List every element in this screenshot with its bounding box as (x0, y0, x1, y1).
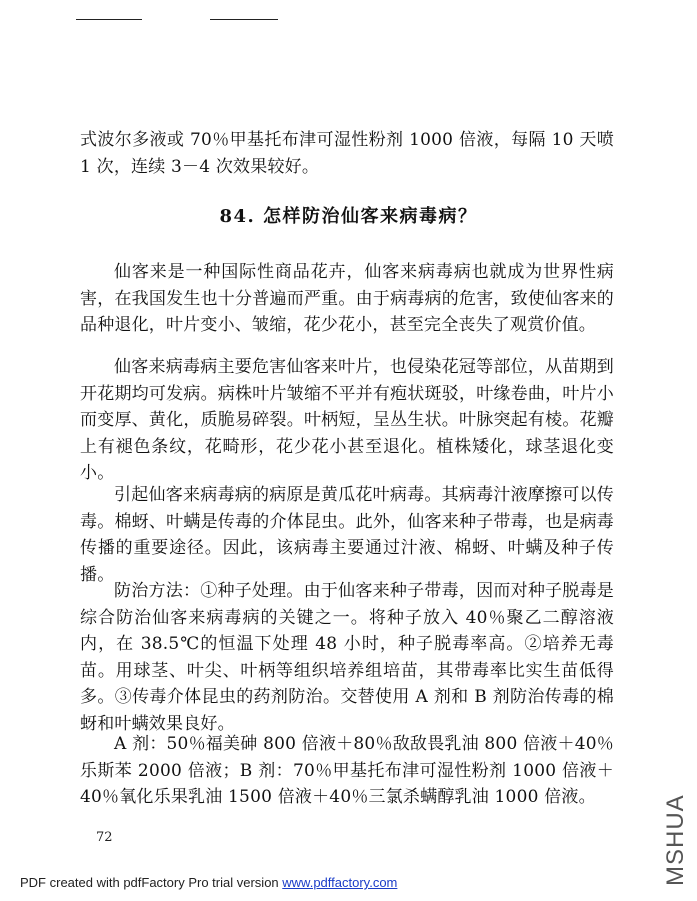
section-title: 84. 怎样防治仙客来病毒病？ (219, 206, 478, 227)
paragraph-4: 防治方法：①种子处理。由于仙客来种子带毒，因而对种子脱毒是综合防治仙客来病毒病的关键之一。将种子放入 40％聚乙二醇溶液内，在 38.5℃的恒温下处理 48 小时，种子脱毒率高。②培养无毒苗。用球茎、叶尖、叶柄等组织培养组培苗，其带毒率比实生苗低得多。③传毒介体昆虫的药剂防治。交替使用 A 剂和 B 剂防治传毒的棉蚜和叶螨效果良好。 (80, 581, 614, 734)
top-rule-left (76, 19, 142, 20)
footer-link[interactable]: www.pdffactory.com (282, 875, 398, 890)
paragraph-2: 仙客来病毒病主要危害仙客来叶片，也侵染花冠等部位，从苗期到开花期均可发病。病株叶片皱缩不平并有疱状斑驳，叶缘卷曲，叶片小而变厚、黄化，质脆易碎裂。叶柄短，呈丛生状。叶脉突起有棱。花瓣上有褪色条纹，花畸形，花少花小甚至退化。植株矮化，球茎退化变小。 (80, 357, 614, 484)
paragraph-5: A 剂：50％福美砷 800 倍液＋80％敌敌畏乳油 800 倍液＋40％乐斯苯 2000 倍液；B 剂：70％甲基托布津可湿性粉剂 1000 倍液＋40％氧化乐果乳油 1500 倍液＋40％三氯杀螨醇乳油 1000 倍液。 (80, 734, 614, 808)
footer-text: PDF created with pdfFactory Pro trial version (20, 875, 283, 890)
continuation-paragraph: 式波尔多液或 70％甲基托布津可湿性粉剂 1000 倍液，每隔 10 天喷 1 次，连续 3－4 次效果较好。 (80, 130, 614, 177)
pdf-footer (20, 875, 397, 890)
top-rule-right (210, 19, 278, 20)
watermark: MSHUA (662, 794, 689, 886)
page-number: 72 (96, 830, 113, 845)
paragraph-3: 引起仙客来病毒病的病原是黄瓜花叶病毒。其病毒汁液摩擦可以传毒。棉蚜、叶螨是传毒的介体昆虫。此外，仙客来种子带毒，也是病毒传播的重要途径。因此，该病毒主要通过汁液、棉蚜、叶螨及种子传播。 (80, 485, 614, 585)
paragraph-1: 仙客来是一种国际性商品花卉，仙客来病毒病也就成为世界性病害，在我国发生也十分普遍而严重。由于病毒病的危害，致使仙客来的品种退化，叶片变小、皱缩，花少花小，甚至完全丧失了观赏价值。 (80, 262, 614, 336)
